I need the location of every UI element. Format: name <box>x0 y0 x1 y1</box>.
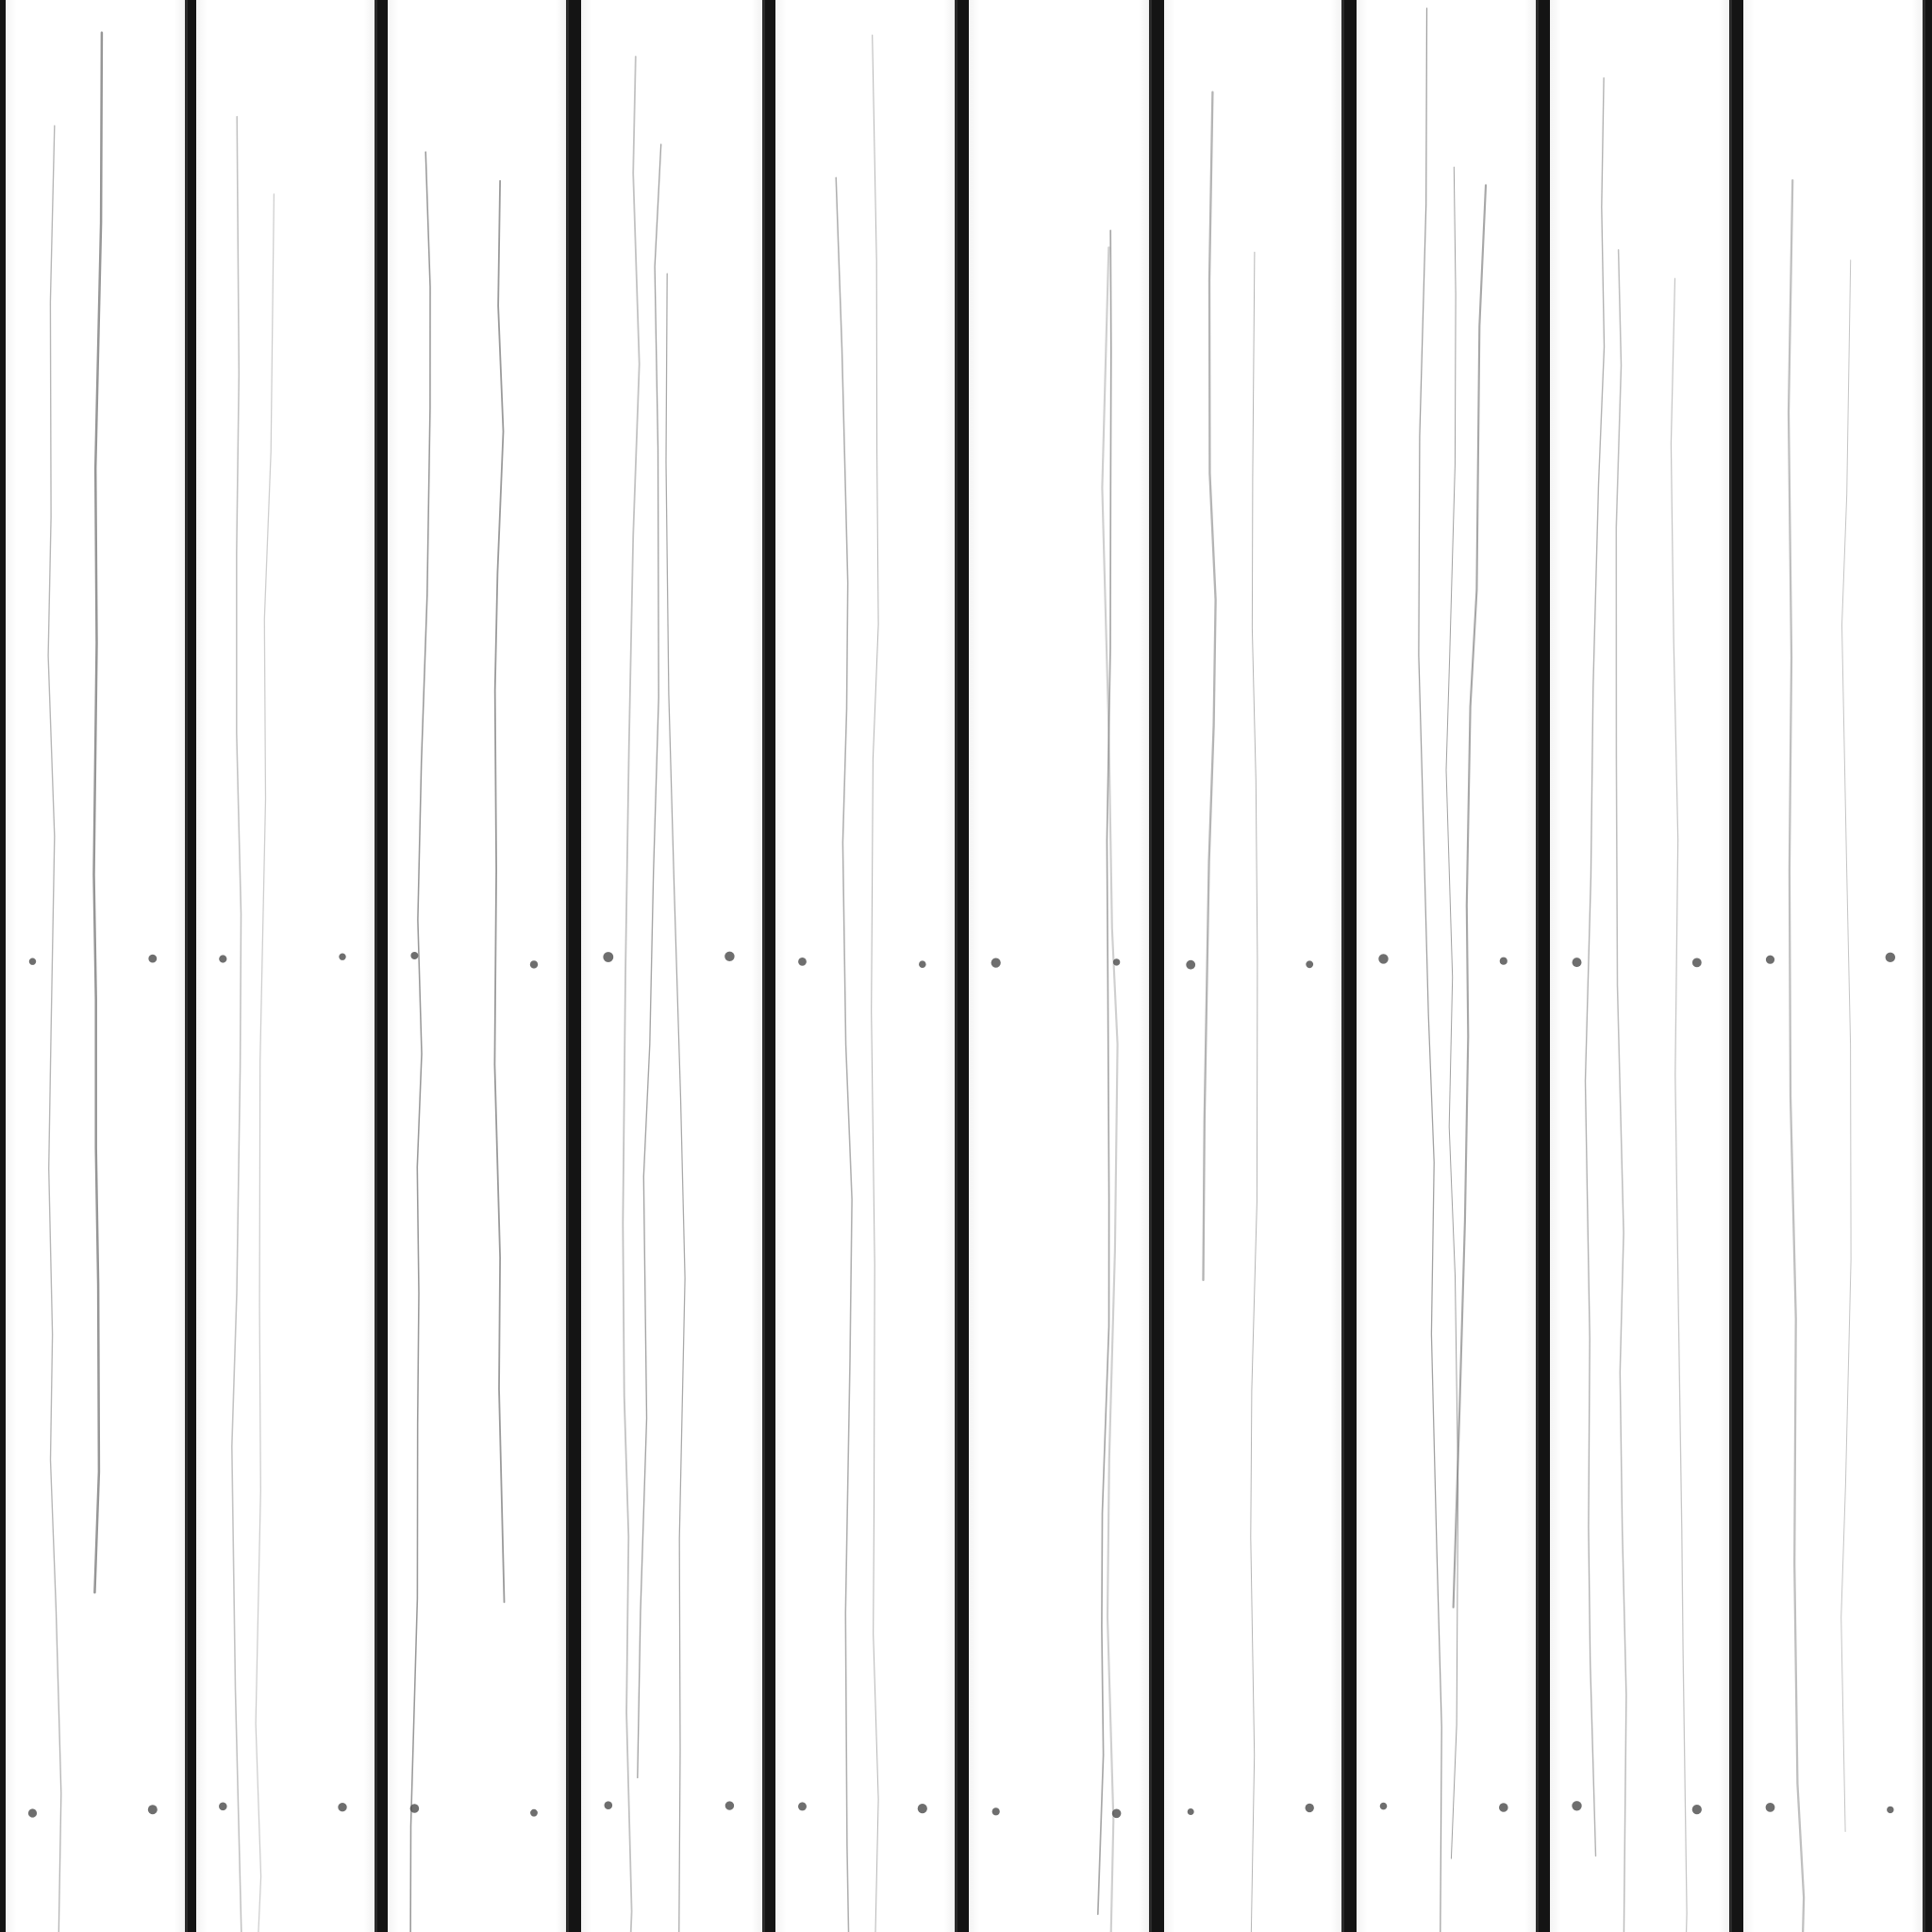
nail <box>219 1803 227 1811</box>
nail <box>918 1804 927 1813</box>
nail <box>1500 958 1507 965</box>
nail <box>1306 960 1313 968</box>
nail <box>1887 1807 1893 1813</box>
plank <box>581 0 762 1932</box>
nail <box>1572 1801 1581 1810</box>
nail <box>1380 1803 1388 1810</box>
plank <box>1743 0 1923 1932</box>
nail <box>725 1801 734 1809</box>
nail <box>148 955 157 963</box>
nail <box>338 1803 346 1811</box>
nail <box>1692 958 1702 968</box>
plank-gap-edge <box>375 0 377 1932</box>
nail <box>219 955 226 962</box>
plank-gap-edge <box>566 0 569 1932</box>
nail <box>1766 956 1774 964</box>
nail <box>605 1801 613 1809</box>
nail <box>28 1808 37 1817</box>
nail <box>530 960 538 968</box>
nail <box>1766 1803 1775 1812</box>
plank <box>196 0 375 1932</box>
nail <box>1573 958 1582 967</box>
nail <box>1113 958 1120 965</box>
nail <box>798 1802 807 1810</box>
nail <box>798 958 807 966</box>
nail <box>1306 1804 1314 1812</box>
plank <box>775 0 955 1932</box>
plank-gap-edge <box>1729 0 1732 1932</box>
plank-gap-edge <box>955 0 958 1932</box>
plank <box>1357 0 1536 1932</box>
nail <box>410 952 418 959</box>
nail <box>148 1805 158 1814</box>
nail <box>29 958 36 965</box>
plank-gap-edge <box>1536 0 1539 1932</box>
plank-gap-edge <box>1923 0 1925 1932</box>
nail <box>1188 1808 1194 1815</box>
nail <box>991 958 1001 968</box>
plank-gap-edge <box>1149 0 1152 1932</box>
nail <box>1886 953 1895 962</box>
plank-gap-edge <box>762 0 765 1932</box>
nail <box>410 1804 420 1813</box>
nail <box>530 1809 538 1817</box>
nail <box>1692 1805 1702 1814</box>
plank-gap-edge <box>185 0 188 1932</box>
nail <box>919 960 926 968</box>
nail <box>339 954 345 960</box>
nail <box>992 1807 1000 1815</box>
plank-gap-edge <box>1341 0 1344 1932</box>
nail <box>724 952 734 961</box>
nail <box>1186 960 1195 970</box>
plank <box>388 0 566 1932</box>
nail <box>1378 954 1388 963</box>
nail <box>603 952 613 962</box>
nail <box>1499 1803 1508 1812</box>
nail <box>1112 1809 1122 1819</box>
